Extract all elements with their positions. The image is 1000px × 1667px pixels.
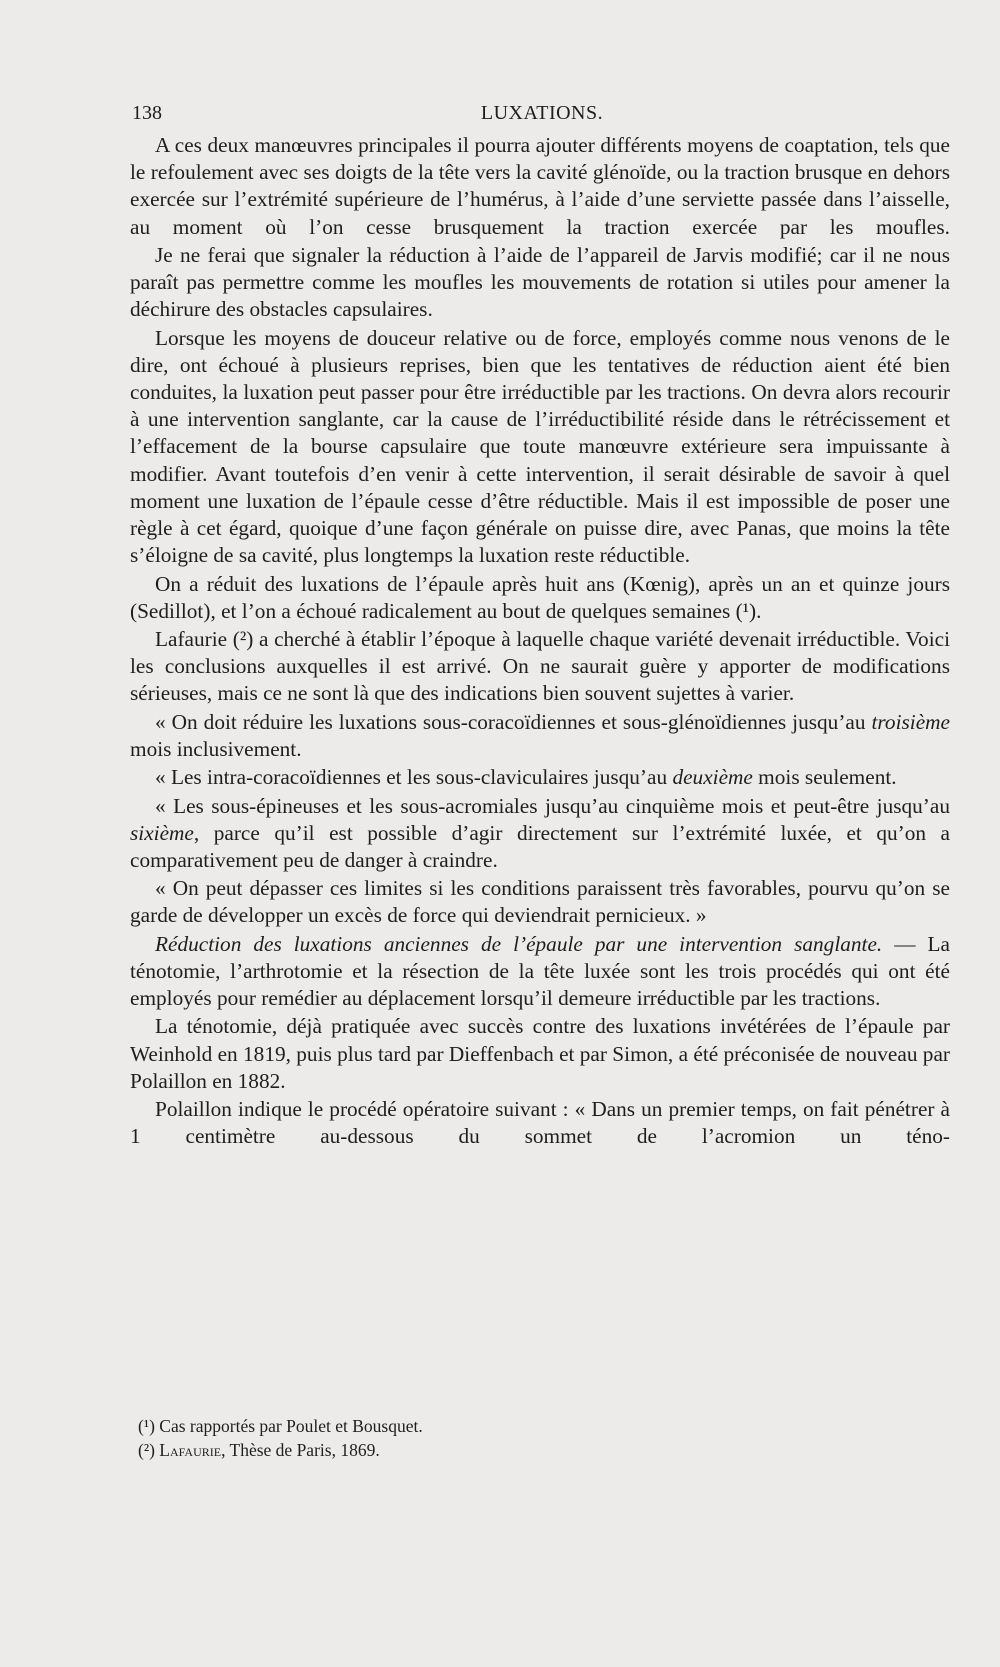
paragraph-8-em: sixième [130,820,194,845]
paragraph-7-a: « Les intra-coracoïdiennes et les sous-claviculaires jusqu’au [155,765,673,790]
footnotes [138,1414,938,1462]
paragraph-6-em: troisième [871,709,950,734]
paragraph-4 [130,571,950,625]
paragraph-8-b: , parce qu’il est possible d’agir directement sur l’extrémité luxée, et qu’on a comparativement peu de danger à craindre. [130,820,950,872]
paragraph-2: Je ne ferai que signaler la réduction à l’aide de l’appareil de Jarvis modifié; car il ne nous paraît pas permettre comme les moufles les mouvements de rotation si utiles pour amener la déchirure des obstacles capsulaires. [130,242,950,322]
paragraph-8-a: « Les sous-épineuses et les sous-acromiales jusqu’au cinquième mois et peut-être jusqu’au [155,793,950,818]
paragraph-10-text: — La ténotomie, l’arthrotomie et la résection de la tête luxée sont les trois procédés qui ont été employés pour remédier au déplacement lorsqu’il demeure irréductible par les tractions. [130,931,950,1011]
section-heading: Réduction des luxations anciennes de l’épaule par une intervention sanglante. [155,931,883,956]
footnote-ref-1: (¹) [735,598,757,623]
footnote-2-text: , Thèse de Paris, 1869. [221,1440,380,1460]
footnote-2-mark: (²) [138,1440,155,1460]
footnote-1-mark: (¹) [138,1416,155,1436]
paragraph-11: La ténotomie, déjà pratiquée avec succès contre des luxations invétérées de l’épaule par Weinhold en 1819, puis plus tard par Dieffenbach et par Simon, a été préconisée de nouveau par Polaillon en 1882. [130,1014,950,1093]
paragraph-4-end: . [756,598,762,623]
page-body [130,132,950,1152]
paragraph-10 [130,931,950,1013]
paragraph-7 [130,764,950,791]
paragraph-1: A ces deux manœuvres principales il pourra ajouter différents moyens de coaptation, tels que le refoulement avec ses doigts de la tête vers la cavité glénoïde, ou la traction brusque en dehors exercée sur l’extrémité supérieure de l’humérus, à l’aide d’une serviette passée dans l’aisselle, au moment où l’on cesse brusquement la traction exercée par les moufles. [130,133,950,239]
footnote-2-author: Lafaurie [159,1440,222,1460]
footnote-1 [138,1414,938,1438]
paragraph-8 [130,793,950,875]
footnote-ref-2: (²) [232,627,254,652]
paragraph-6-a: « On doit réduire les luxations sous-coracoïdiennes et sous-glénoïdiennes jusqu’au [155,709,872,734]
paragraph-5-start: Lafaurie [155,627,233,652]
paragraph-7-em: deuxième [672,765,753,790]
paragraph-7-b: mois seulement. [752,765,897,790]
paragraph-5-text: a cherché à établir l’époque à laquelle chaque variété devenait irréductible. Voici les conclusions auxquelles il est arrivé. On ne saurait guère y apporter de modifications sérieuses, mais ce ne sont là que des indications bien souvent sujettes à varier. [130,627,950,706]
page-number: 138 [132,102,162,124]
paragraph-4-text: On a réduit des luxations de l’épaule après huit ans (Kœnig), après un an et quinze jours (Sedillot), et l’on a échoué radicalement au bout de quelques semaines [130,571,950,623]
paragraph-12: Polaillon indique le procédé opératoire suivant : « Dans un premier temps, on fait pénétrer à 1 centimètre au-dessous du sommet de l’acromion un téno- [130,1097,950,1149]
paragraph-9: « On peut dépasser ces limites si les conditions paraissent très favorables, pourvu qu’on se garde de développer un excès de force qui deviendrait pernicieux. » [130,876,950,928]
paragraph-3: Lorsque les moyens de douceur relative ou de force, employés comme nous venons de le dire, ont échoué à plusieurs reprises, bien que les tentatives de réduction aient été bien conduites, la luxation peut passer pour être irréductible par les tractions. On devra alors recourir à une intervention sanglante, car la cause de l’irréductibilité réside dans le rétrécissement et l’effacement de la bourse capsulaire que toute manœuvre extérieure sera impuissante à modifier. Avant toutefois d’en venir à cette intervention, il serait désirable de savoir à quel moment une luxation de l’épaule cesse d’être réductible. Mais il est impossible de poser une règle à cet égard, quoique d’une façon générale on puisse dire, avec Panas, que moins la tête s’éloigne de sa cavité, plus longtemps la luxation reste réductible. [130,325,950,568]
running-title: LUXATIONS. [480,102,604,124]
footnote-2 [138,1438,938,1462]
footnote-1-text: Cas rapportés par Poulet et Bousquet. [159,1416,423,1436]
paragraph-6-b: mois inclusivement. [130,736,302,761]
paragraph-5 [130,626,950,708]
paragraph-6 [130,709,950,763]
